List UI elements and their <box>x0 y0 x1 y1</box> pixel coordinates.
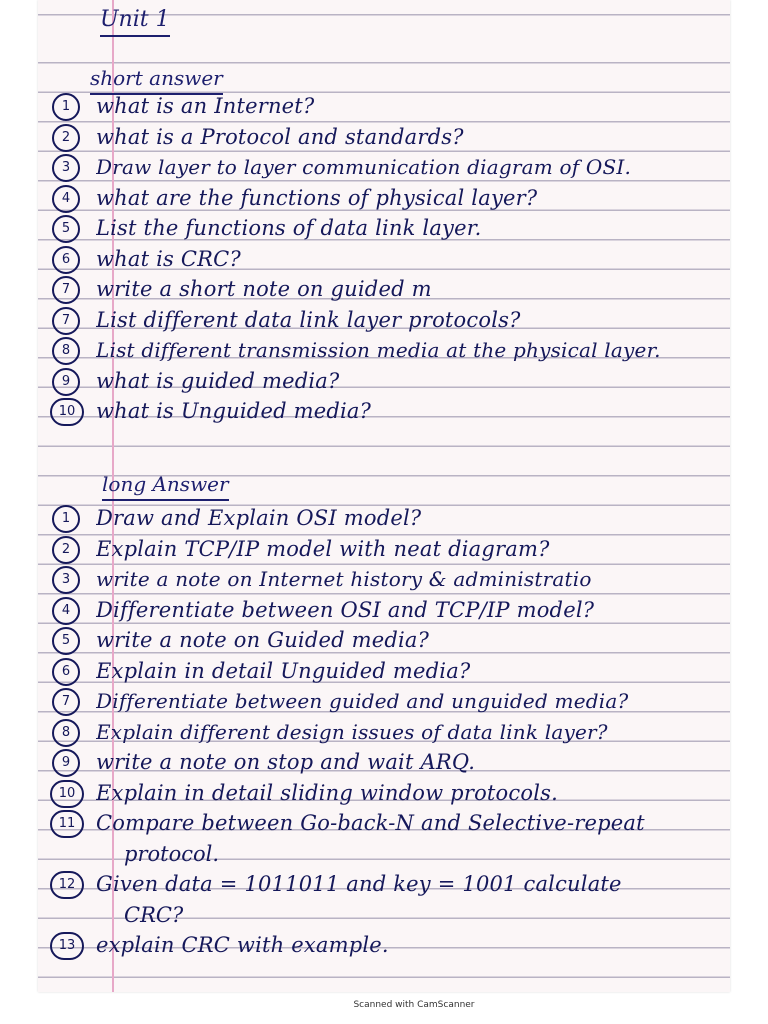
question-text: Given data = 1011011 and key = 1001 calculate <box>96 872 622 896</box>
question-number: 6 <box>52 246 80 274</box>
list-item <box>38 596 730 626</box>
question-text: what is guided media? <box>96 368 340 393</box>
list-item <box>38 718 730 748</box>
question-number: 1 <box>52 505 80 533</box>
question-text: Differentiate between guided and unguided media? <box>96 689 629 713</box>
list-item <box>38 184 730 214</box>
question-number: 4 <box>52 185 80 213</box>
question-number: 7 <box>52 307 80 335</box>
question-text: what is CRC? <box>96 246 241 271</box>
question-number: 2 <box>52 536 80 564</box>
question-number: 5 <box>52 627 80 655</box>
list-item <box>38 687 730 717</box>
list-item <box>38 535 730 565</box>
question-text: write a short note on guided m <box>96 277 432 301</box>
question-text: Differentiate between OSI and TCP/IP model? <box>96 597 595 622</box>
list-item <box>38 657 730 687</box>
list-item <box>38 245 730 275</box>
question-number: 5 <box>52 215 80 243</box>
scanner-watermark: Scanned with CamScanner <box>353 1000 475 1010</box>
question-number: 10 <box>50 398 84 426</box>
question-number: 8 <box>52 719 80 747</box>
question-text: what are the functions of physical layer? <box>96 185 538 210</box>
question-text: Draw and Explain OSI model? <box>96 506 422 530</box>
question-text-continuation: CRC? <box>124 902 184 927</box>
question-number: 2 <box>52 124 80 152</box>
list-item <box>38 504 730 534</box>
list-item <box>38 275 730 305</box>
question-text: Explain in detail sliding window protocols. <box>96 780 558 805</box>
list-item <box>38 397 730 427</box>
question-text: Draw layer to layer communication diagram of OSI. <box>96 155 632 179</box>
question-number: 3 <box>52 154 80 182</box>
list-item <box>38 336 730 366</box>
list-item <box>38 92 730 122</box>
question-number: 13 <box>50 932 84 960</box>
question-text: List different data link layer protocols? <box>96 307 521 332</box>
question-text-continuation: protocol. <box>124 841 220 866</box>
list-item <box>38 153 730 183</box>
list-item-continuation <box>38 901 730 931</box>
question-number: 8 <box>52 337 80 365</box>
question-text: Compare between Go-back-N and Selective-repeat <box>96 811 645 835</box>
question-number: 7 <box>52 688 80 716</box>
notebook-page <box>38 0 730 992</box>
question-text: write a note on Guided media? <box>96 628 430 652</box>
question-text: what is an Internet? <box>96 94 315 118</box>
question-number: 11 <box>50 810 84 838</box>
long-answer-heading: long Answer <box>102 470 229 501</box>
question-number: 4 <box>52 597 80 625</box>
list-item <box>38 931 730 961</box>
question-text: List different transmission media at the physical layer. <box>96 338 661 362</box>
list-item <box>38 748 730 778</box>
question-text: explain CRC with example. <box>96 933 389 957</box>
question-number: 10 <box>50 780 84 808</box>
unit-title: Unit 1 <box>100 6 170 37</box>
question-text: what is a Protocol and standards? <box>96 124 464 149</box>
question-text: Explain TCP/IP model with neat diagram? <box>96 536 550 561</box>
list-item <box>38 870 730 900</box>
list-item <box>38 809 730 839</box>
list-item <box>38 123 730 153</box>
question-number: 9 <box>52 749 80 777</box>
list-item <box>38 779 730 809</box>
list-item <box>38 306 730 336</box>
question-text: Explain different design issues of data link layer? <box>96 719 608 744</box>
question-text: what is Unguided media? <box>96 399 372 423</box>
question-number: 6 <box>52 658 80 686</box>
list-item <box>38 214 730 244</box>
question-number: 1 <box>52 93 80 121</box>
question-text: write a note on stop and wait ARQ. <box>96 750 476 774</box>
list-item <box>38 367 730 397</box>
question-number: 12 <box>50 871 84 899</box>
question-text: List the functions of data link layer. <box>96 216 482 240</box>
list-item <box>38 565 730 595</box>
list-item-continuation <box>38 840 730 870</box>
question-number: 3 <box>52 566 80 594</box>
question-number: 7 <box>52 276 80 304</box>
question-number: 9 <box>52 368 80 396</box>
question-text: Explain in detail Unguided media? <box>96 658 471 683</box>
question-text: write a note on Internet history & administratio <box>96 567 592 591</box>
short-answer-heading: short answer <box>90 64 223 95</box>
list-item <box>38 626 730 656</box>
